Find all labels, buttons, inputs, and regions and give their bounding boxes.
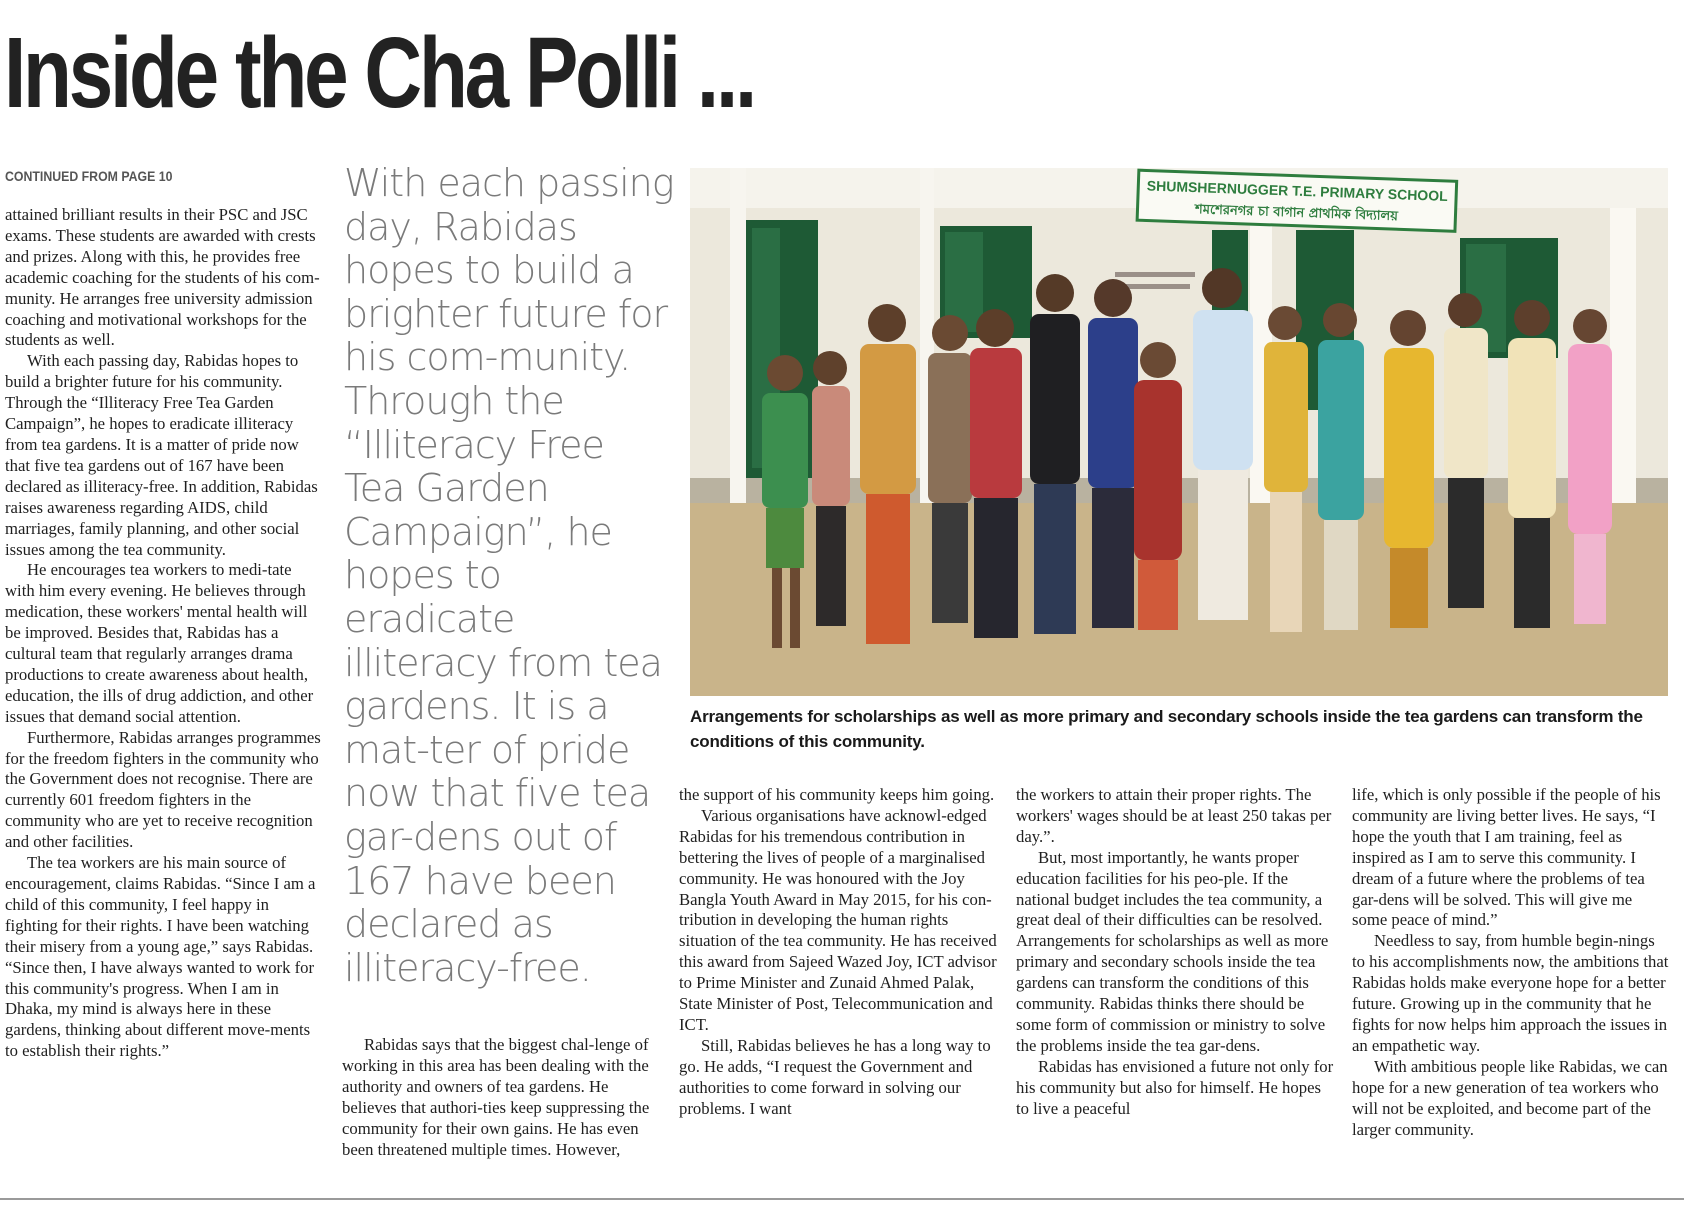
photo-caption: Arrangements for scholarships as well as more primary and secondary schools inside the tea gardens can transform the conditions of this community. bbox=[690, 707, 1643, 751]
paragraph: With each passing day, Rabidas hopes to build a brighter future for his community. Through the “Illiteracy Free Tea Garden Campaign”, he hopes to eradicate illiteracy from tea gardens. It is a matter of pride now that five tea gardens out of 167 have been declared as illiteracy-free. In addition, Rabidas raises awareness regarding AIDS, child marriages, family planning, and other social issues among the tea community. bbox=[5, 351, 318, 559]
article-column-1 bbox=[5, 205, 323, 1062]
paragraph: With ambitious people like Rabidas, we can hope for a new generation of tea workers who will not be exploited, and become part of the larger community. bbox=[1352, 1056, 1668, 1139]
bottom-rule bbox=[0, 1198, 1684, 1200]
group-photo bbox=[690, 168, 1668, 696]
paragraph: He encourages tea workers to medi-tate with him every evening. He believes through medication, these workers' mental health will be improved. Besides that, Rabidas has a cultural team that regularly arranges drama productions to create awareness about health, education, the ills of drug addiction, and other issues that demand social attention. bbox=[5, 560, 314, 726]
school-sign-english: SHUMSHERNUGGER T.E. PRIMARY SCHOOL bbox=[1146, 177, 1448, 204]
paragraph: The tea workers are his main source of encouragement, claims Rabidas. “Since I am a child of this community, I feel happy in fighting for their rights. I have been watching their misery from a young age,” says Rabidas. “Since then, I have always wanted to work for this community's progress. When I am in Dhaka, my mind is always here in these gardens, thinking about different move-ments to establish their rights.” bbox=[5, 853, 316, 1061]
paragraph: But, most importantly, he wants proper education facilities for his peo-ple. If the national budget includes the tea community, a great deal of their difficulties can be resolved. Arrangements for scholarships as well as more primary and secondary schools inside the tea gardens can transform the conditions of this community. Rabidas thinks there should be some form of commission or ministry to solve the problems inside the tea gar-dens. bbox=[1016, 847, 1329, 1055]
paragraph: the support of his community keeps him going. bbox=[679, 785, 995, 804]
paragraph: Various organisations have acknowl-edged Rabidas for his tremendous contribution in bettering the lives of people of a marginalised community. He was honoured with the Joy Bangla Youth Award in May 2015, for his con-tribution in developing the human rights situation of the tea community. He has received this award from Sajeed Wazed Joy, ICT advisor to Prime Minister and Zunaid Ahmed Palak, State Minister of Post, Telecommunication and ICT. bbox=[679, 805, 997, 1034]
paragraph: Needless to say, from humble begin-nings to his accomplishments now, the ambitions that Rabidas holds make everyone hope for a better future. Growing up in the community that he fights for now helps him approach the issues in an empathetic way. bbox=[1352, 931, 1669, 1055]
headline: Inside the Cha Polli ... bbox=[4, 17, 754, 129]
school-sign-bengali: শমশেরনগর চা বাগান প্রাথমিক বিদ্যালয় bbox=[1194, 202, 1399, 225]
paragraph: Furthermore, Rabidas arranges programmes for the freedom fighters in the community who the Government does not recognise. There are currently 601 freedom fighters in the community who are yet to receive recognition and other facilities. bbox=[5, 727, 321, 852]
paragraph: life, which is only possible if the people of his community are living better lives. He says, “I hope the youth that I am training, feel as inspired as I am to serve this community. I dream of a future where the problems of tea gar-dens will be solved. This will give me some peace of mind.” bbox=[1352, 785, 1661, 930]
paragraph: the workers to attain their proper rights. The workers' wages should be at least 250 takas per day.”. bbox=[1016, 785, 1332, 846]
article-column-3 bbox=[679, 785, 997, 1120]
paragraph: Rabidas says that the biggest chal-lenge of working in this area has been dealing with the authority and owners of tea gardens. He believes that authori-ties keep suppressing the community for their own gains. He has even been threatened multiple times. However, bbox=[342, 1035, 650, 1159]
article-column-4 bbox=[1016, 785, 1334, 1120]
pull-quote: With each passing day, Rabidas hopes to build a brighter future for his com-munity. Through the “Illiteracy Free Tea Garden Campaign”, he hopes to eradicate illiteracy from tea gardens. It is a mat-ter of pride now that five tea gar-dens out of 167 have been declared as illiteracy-free. bbox=[344, 161, 674, 990]
article-column-5 bbox=[1352, 785, 1670, 1140]
paragraph: Rabidas has envisioned a future not only for his community but also for himself. He hopes to live a peaceful bbox=[1016, 1056, 1334, 1118]
paragraph: Still, Rabidas believes he has a long way to go. He adds, “I request the Government and authorities to come forward in solving our problems. I want bbox=[679, 1035, 991, 1118]
paragraph: attained brilliant results in their PSC and JSC exams. These students are awarded with crests and prizes. Along with this, he provides free academic coaching for the students of his com-munity. He arranges free university admission coaching and motivational workshops for the students as well. bbox=[5, 205, 320, 350]
article-column-2 bbox=[342, 1035, 660, 1160]
continued-from-label: CONTINUED FROM PAGE 10 bbox=[5, 168, 173, 184]
